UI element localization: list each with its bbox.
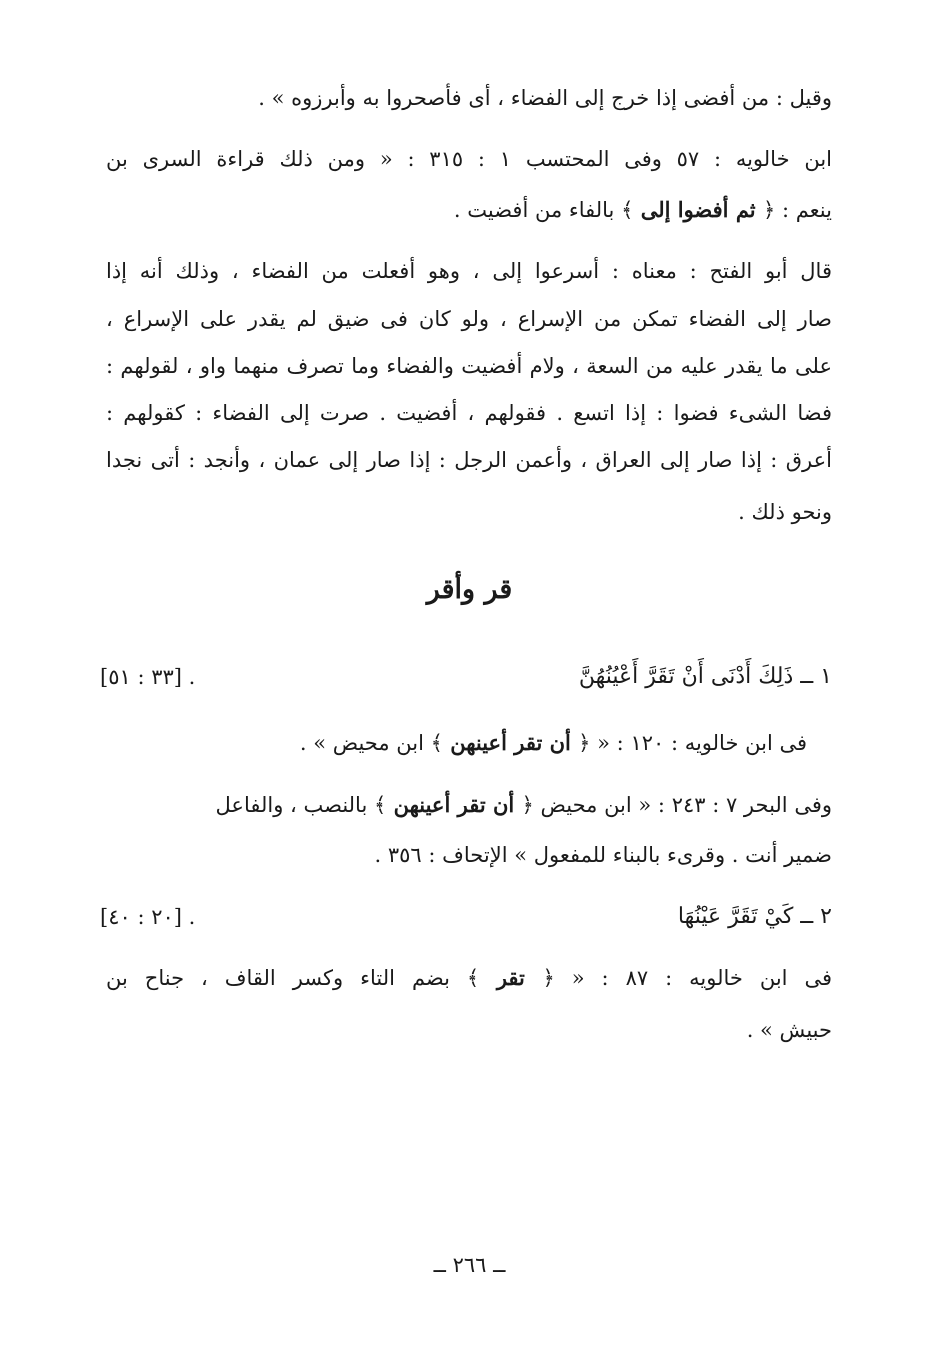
text-fragment: وفى البحر ٧ : ٢٤٣ : « ابن محيض ﴿ (521, 793, 832, 817)
paragraph-line: صار إلى الفضاء تمكن من الإسراع ، ولو كان فى ضيق لم يقدر على الإسراع ، (106, 307, 832, 331)
verse-text: ١ ــ ذَلِكَ أَدْنَى أَنْ تَقَرَّ أَعْيُنُهُنَّ (578, 664, 832, 689)
paragraph-line: على ما يقدر عليه من السعة ، ولام أفضيت والفضاء وما تصرف منهما واو ، لقولهم : (106, 354, 832, 378)
paragraph-line: ابن خالويه : ٥٧ وفى المحتسب ١ : ٣١٥ : « ومن ذلك قراءة السرى بن (106, 147, 832, 171)
verse-reference: [٢٠ : ٤٠] . (100, 905, 196, 929)
paragraph-line (106, 963, 832, 993)
page-number: ــ ٢٦٦ ــ (433, 1253, 506, 1277)
paragraph-line (106, 195, 832, 225)
text-fragment: فى ابن خالويه : ١٢٠ : « ﴿ (578, 731, 807, 755)
quran-quote: أن تقر أعينهن (386, 792, 522, 817)
text-fragment: فى ابن خالويه : ٨٧ : « ﴿ (542, 966, 832, 990)
quran-quote: تقر (479, 965, 543, 990)
paragraph-line (81, 728, 807, 758)
paragraph-line: حبيش » . (746, 1018, 832, 1042)
verse-reference: [٣٣ : ٥١] . (100, 665, 196, 689)
text-fragment: ينعم : ﴿ (762, 198, 832, 222)
verse-text: ٢ ــ كَيْ تَقَرَّ عَيْنُهَا (677, 904, 832, 929)
quran-quote: أن تقر أعينهن (442, 730, 579, 755)
text-fragment: ﴾ بالفاء من أفضيت . (453, 198, 634, 222)
paragraph-line: وقيل : من أفضى إذا خرج إلى الفضاء ، أى فأصحروا به وأبرزوه » . (258, 86, 832, 110)
paragraph-line: أعرق : إذا صار إلى العراق ، وأعمن الرجل : إذا صار إلى عمان ، وأنجد : أتى نجدا (106, 448, 832, 472)
paragraph-line: فضا الشىء فضوا : إذا اتسع . فقولهم ، أفضيت . صرت إلى الفضاء : كقولهم : (106, 401, 832, 425)
paragraph-line: قال أبو الفتح : معناه : أسرعوا إلى ، وهو أفعلت من الفضاء ، وذلك أنه إذا (106, 259, 832, 283)
paragraph-line: ضمير أنت . وقرىء بالبناء للمفعول » الإتحاف : ٣٥٦ . (374, 843, 832, 867)
text-fragment: ﴾ بالنصب ، والفاعل (215, 793, 387, 817)
paragraph-line (106, 790, 832, 820)
section-heading: قر وأقر (426, 574, 513, 605)
paragraph-line: ونحو ذلك . (738, 500, 832, 524)
text-fragment: ﴾ ابن محيض » . (299, 731, 443, 755)
quran-quote: ثم أفضوا إلى (633, 197, 763, 222)
text-fragment: ﴾ بضم التاء وكسر القاف ، جناح بن (106, 966, 480, 990)
